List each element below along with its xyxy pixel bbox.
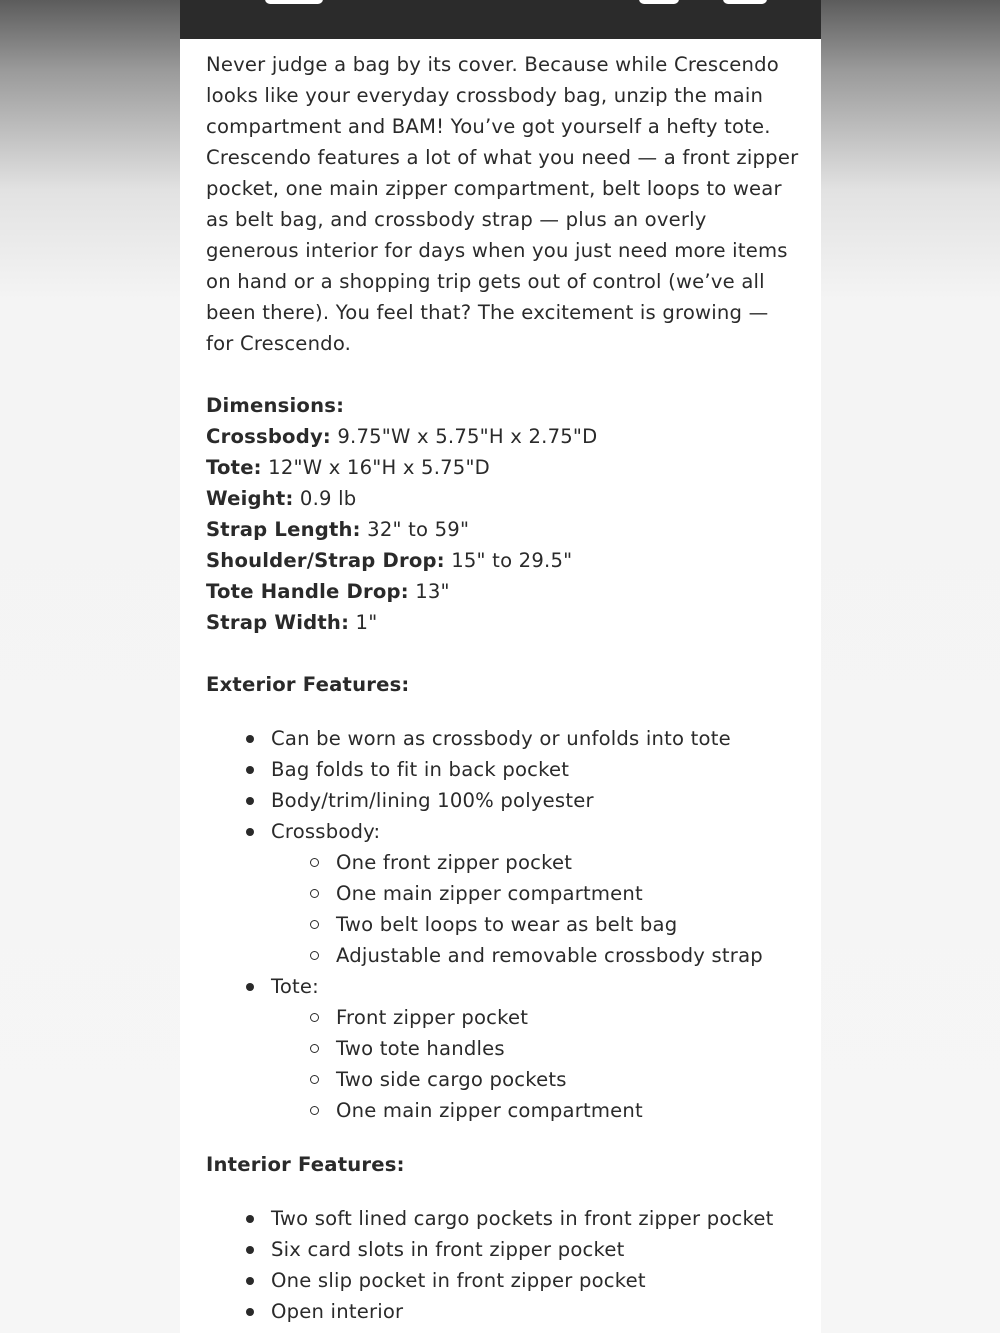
list-item-tote: [271, 971, 806, 1126]
battery-icon: [723, 0, 767, 4]
spec-strap-width: [206, 607, 806, 638]
tote-sublist: [271, 1002, 806, 1126]
spec-shoulder-drop: [206, 545, 806, 576]
crossbody-sublist: [271, 847, 806, 971]
list-item: Adjustable and removable crossbody strap: [336, 940, 806, 971]
page: [180, 39, 821, 1333]
list-item: One front zipper pocket: [336, 847, 806, 878]
spec-weight: [206, 483, 806, 514]
list-item: One main zipper compartment: [336, 1095, 806, 1126]
spacer: [206, 359, 806, 390]
interior-heading: Interior Features:: [206, 1153, 405, 1176]
list-item: Two soft lined cargo pockets in front zipper pocket: [271, 1203, 806, 1234]
spec-value: 1": [349, 611, 378, 634]
spec-tote-handle-drop: [206, 576, 806, 607]
list-item: Six card slots in front zipper pocket: [271, 1234, 806, 1265]
spec-value: 12"W x 16"H x 5.75"D: [261, 456, 490, 479]
spec-value: 9.75"W x 5.75"H x 2.75"D: [330, 425, 598, 448]
list-item: One main zipper compartment: [336, 878, 806, 909]
list-item: Open interior: [271, 1296, 806, 1327]
list-item-label: Tote:: [271, 975, 319, 998]
spec-label: Crossbody:: [206, 425, 331, 448]
status-time-fragment: [265, 0, 323, 4]
interior-features-list: [206, 1203, 806, 1327]
spec-value: 0.9 lb: [293, 487, 357, 510]
spec-label: Strap Length:: [206, 518, 361, 541]
list-item: Body/trim/lining 100% polyester: [271, 785, 806, 816]
list-item: Can be worn as crossbody or unfolds into tote: [271, 723, 806, 754]
list-item-label: Crossbody:: [271, 820, 381, 843]
spec-tote: [206, 452, 806, 483]
list-item-crossbody: [271, 816, 806, 971]
spacer: [206, 638, 806, 669]
list-item: Bag folds to fit in back pocket: [271, 754, 806, 785]
spec-label: Tote Handle Drop:: [206, 580, 409, 603]
spec-label: Tote:: [206, 456, 262, 479]
list-item: Two belt loops to wear as belt bag: [336, 909, 806, 940]
exterior-heading: Exterior Features:: [206, 673, 410, 696]
dimensions-heading: Dimensions:: [206, 394, 345, 417]
product-description: [206, 49, 806, 1333]
status-bar: [180, 0, 821, 39]
spec-label: Weight:: [206, 487, 294, 510]
spec-label: Shoulder/Strap Drop:: [206, 549, 445, 572]
spec-label: Strap Width:: [206, 611, 350, 634]
signal-icon: [639, 0, 679, 4]
spec-strap-length: [206, 514, 806, 545]
spec-crossbody: [206, 421, 806, 452]
spec-value: 15" to 29.5": [444, 549, 573, 572]
intro-paragraph: Never judge a bag by its cover. Because while Crescendo looks like your everyday crossbody bag, unzip the main compartment and BAM! You’ve got yourself a hefty tote. Crescendo features a lot of what you need — a front zipper pocket, one main zipper compartment, belt loops to wear as belt bag, and crossbody strap — plus an overly generous interior for days when you just need more items on hand or a shopping trip gets out of control (we’ve all been there). You feel that? The excitement is growing — for Crescendo.: [206, 53, 799, 355]
list-item: One slip pocket in front zipper pocket: [271, 1265, 806, 1296]
exterior-features-list: [206, 723, 806, 1126]
spec-value: 32" to 59": [360, 518, 470, 541]
spec-value: 13": [408, 580, 450, 603]
list-item: Two side cargo pockets: [336, 1064, 806, 1095]
list-item: Front zipper pocket: [336, 1002, 806, 1033]
list-item: Two tote handles: [336, 1033, 806, 1064]
